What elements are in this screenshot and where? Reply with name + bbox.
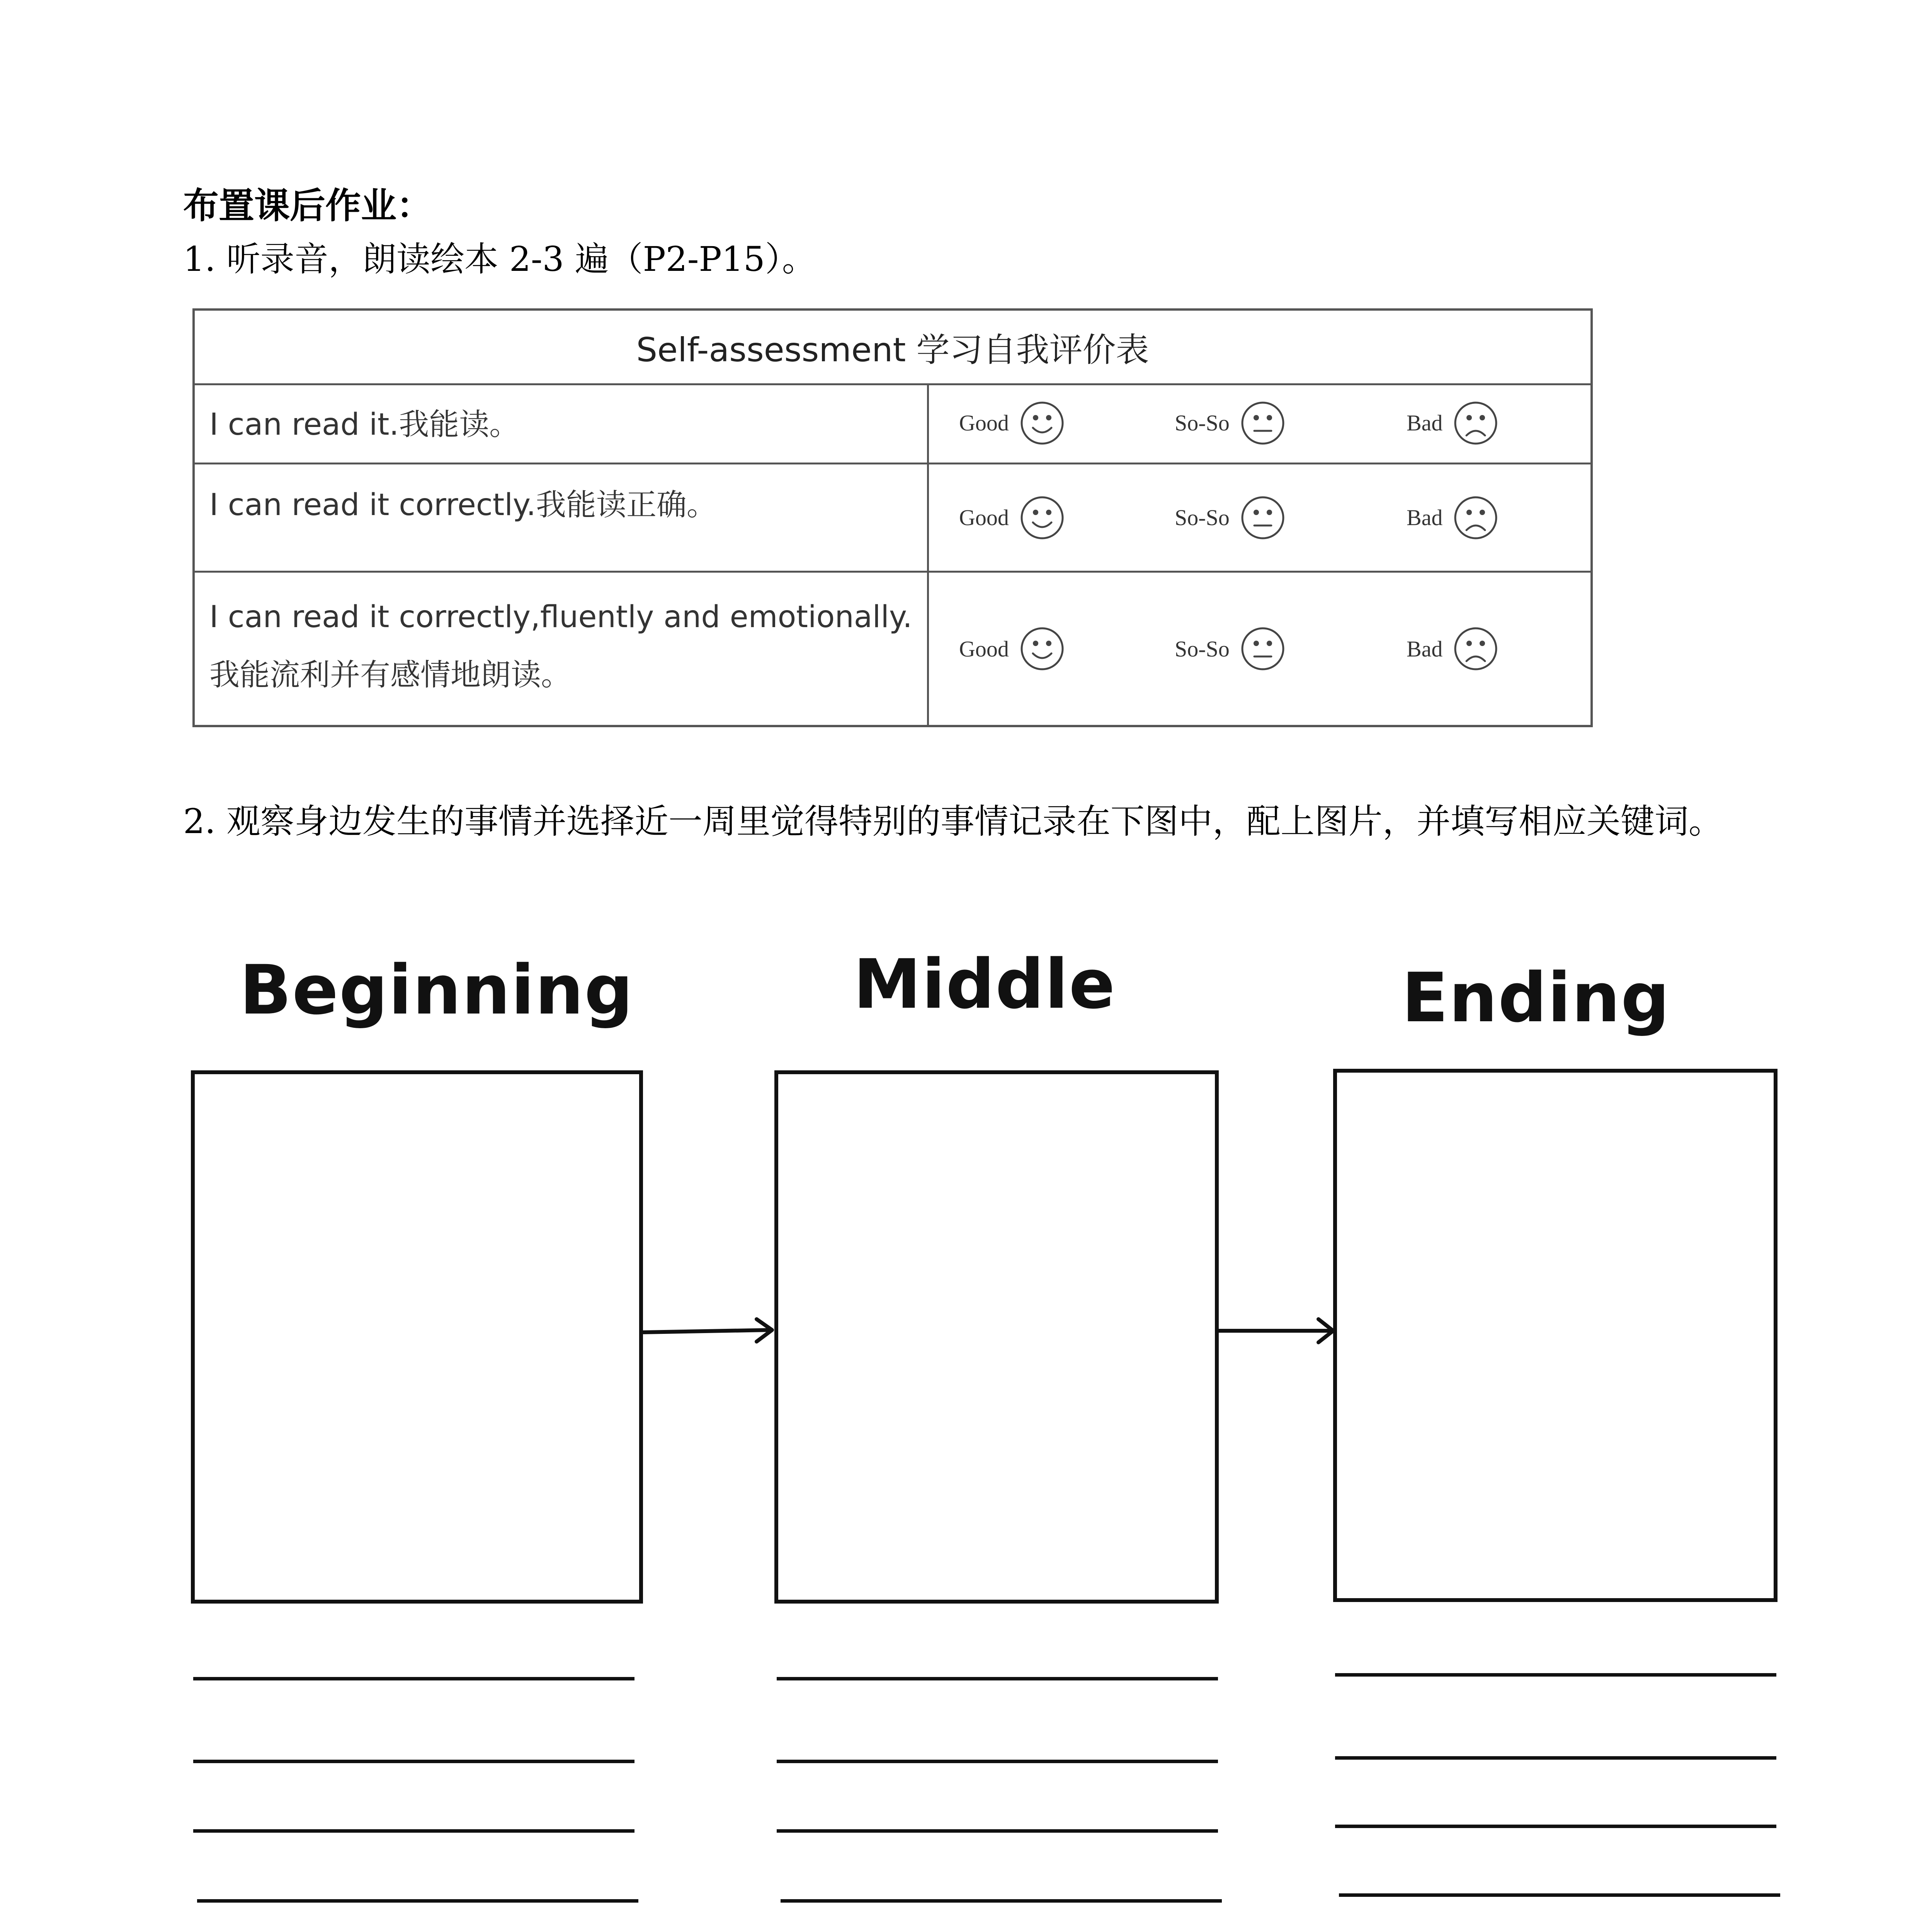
writing-line[interactable] — [193, 1829, 634, 1833]
assessment-row-2 — [195, 464, 1590, 573]
rating-option-good[interactable] — [959, 495, 1065, 541]
rating-label: So-So — [1175, 410, 1230, 435]
arrow-right-icon — [1217, 1314, 1341, 1349]
stage-label-ending: Ending — [1402, 958, 1670, 1037]
assessment-statement — [195, 383, 929, 463]
rating-label: Good — [959, 505, 1009, 530]
writing-line[interactable] — [777, 1677, 1218, 1680]
rating-option-good[interactable] — [959, 626, 1065, 672]
rating-option-good[interactable] — [959, 400, 1065, 446]
assessment-statement — [195, 573, 929, 725]
drawing-box-ending[interactable] — [1333, 1069, 1778, 1602]
assessment-row-3 — [195, 573, 1590, 725]
smile-icon — [1019, 400, 1065, 446]
neutral-face-icon — [1240, 495, 1286, 541]
writing-line[interactable] — [1335, 1673, 1776, 1677]
rating-label: Good — [959, 410, 1009, 435]
writing-line[interactable] — [1339, 1893, 1780, 1897]
stage-label-beginning: Beginning — [240, 951, 634, 1030]
frown-icon — [1453, 495, 1499, 541]
rating-cell — [929, 573, 1590, 725]
rating-label: So-So — [1175, 636, 1230, 662]
rating-cell — [929, 464, 1590, 571]
rating-cell — [929, 383, 1590, 463]
stage-label-middle: Middle — [853, 945, 1116, 1024]
writing-line[interactable] — [197, 1899, 638, 1903]
drawing-box-middle[interactable] — [774, 1070, 1219, 1604]
self-assessment-title: Self-assessment 学习自我评价表 — [195, 311, 1590, 385]
frown-icon — [1453, 626, 1499, 672]
neutral-face-icon — [1240, 626, 1286, 672]
arrow-right-icon — [641, 1314, 781, 1349]
smile-icon — [1019, 495, 1065, 541]
writing-line[interactable] — [193, 1677, 634, 1680]
rating-label: Bad — [1407, 410, 1443, 435]
rating-label: Bad — [1407, 636, 1443, 662]
writing-line[interactable] — [777, 1829, 1218, 1833]
writing-line[interactable] — [781, 1899, 1222, 1903]
statement-text-cn: 我能流利并有感情地朗读。 — [209, 658, 572, 692]
rating-option-so-so[interactable] — [1175, 626, 1286, 672]
task-1-text: 1. 听录音，朗读绘本 2-3 遍（P2-P15）。 — [183, 239, 816, 279]
assessment-statement — [195, 464, 929, 571]
drawing-box-beginning[interactable] — [191, 1070, 643, 1604]
neutral-face-icon — [1240, 400, 1286, 446]
rating-label: So-So — [1175, 505, 1230, 530]
rating-option-bad[interactable] — [1407, 626, 1499, 672]
rating-option-bad[interactable] — [1407, 400, 1499, 446]
rating-option-bad[interactable] — [1407, 495, 1499, 541]
assessment-row-1 — [195, 383, 1590, 464]
rating-option-so-so[interactable] — [1175, 495, 1286, 541]
rating-option-so-so[interactable] — [1175, 400, 1286, 446]
homework-title: 布置课后作业： — [183, 185, 432, 226]
self-assessment-table — [192, 308, 1593, 727]
statement-text: I can read it correctly,fluently and emotionally. — [209, 600, 912, 634]
writing-line[interactable] — [777, 1760, 1218, 1763]
rating-label: Bad — [1407, 505, 1443, 530]
writing-line[interactable] — [193, 1760, 634, 1763]
task-2-text: 2. 观察身边发生的事情并选择近一周里觉得特别的事情记录在下图中，配上图片，并填写相应关键词。 — [183, 801, 1723, 841]
smile-icon — [1019, 626, 1065, 672]
statement-text: I can read it correctly.我能读正确。 — [209, 488, 717, 522]
writing-line[interactable] — [1335, 1756, 1776, 1760]
rating-label: Good — [959, 636, 1009, 662]
statement-text: I can read it.我能读。 — [209, 407, 520, 442]
frown-icon — [1453, 400, 1499, 446]
writing-line[interactable] — [1335, 1825, 1776, 1828]
